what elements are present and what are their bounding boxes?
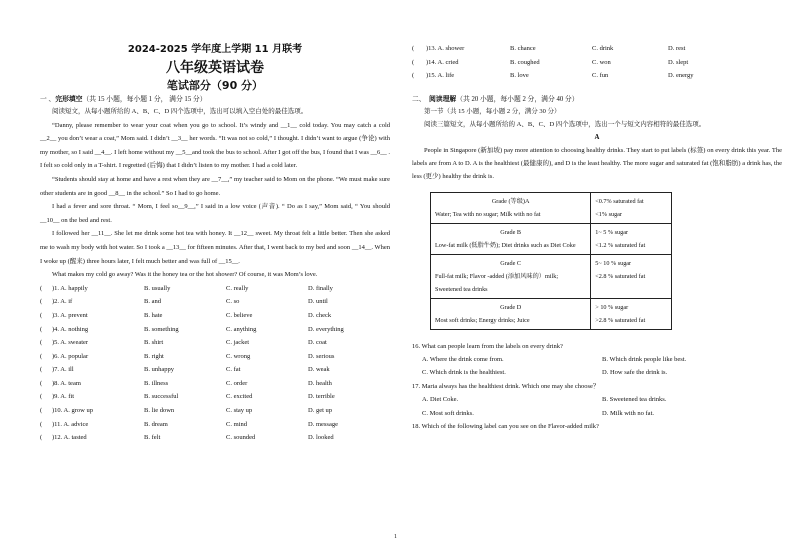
option-c: C. mind (226, 420, 247, 428)
option-b: B. and (144, 298, 161, 306)
option-d: D. everything (308, 325, 344, 333)
answer-paren: ( (412, 45, 415, 52)
option-a: )11. A. advice (52, 420, 89, 428)
option-d: D. looked (308, 434, 334, 442)
option-a: )15. A. life (426, 72, 455, 80)
grade-label: Grade B (500, 228, 522, 236)
answer-paren: ( (40, 366, 43, 374)
cloze-paragraph-3: I had a fever and sore throat. “ Mom, I feel so__9__,” I said in a low voice (声音). “ Do as I say,” Mom said, “ You should __10__ on the bed and rest. (40, 203, 390, 224)
option-d: D. serious (308, 352, 335, 360)
option-row (40, 350, 390, 364)
option-c: C. anything (226, 325, 257, 333)
answer-paren: ( (412, 58, 415, 66)
option-row (40, 431, 390, 445)
answer-paren: ( (40, 393, 43, 401)
option-c: C. fat (226, 366, 241, 374)
grade-cell (431, 254, 591, 298)
right-column (412, 42, 782, 433)
option-b: B. something (144, 325, 179, 333)
section1-title: 完形填空 (55, 95, 83, 103)
answer-paren: ( (40, 420, 43, 428)
option-c: C. excited (226, 393, 253, 401)
option-c: C. wrong (226, 352, 251, 360)
answer-paren: ( (40, 407, 43, 415)
option-b: B. unhappy (144, 366, 174, 374)
option-c: C. Most soft drinks. (422, 409, 474, 417)
grade-value: 5~ 10 % sugar (595, 259, 632, 267)
option-b: B. love (510, 72, 529, 80)
option-b: B. successful (144, 393, 179, 401)
option-d: D. coat (308, 339, 327, 347)
exam-title-year: 2024-2025 学年度上学期 11 月联考 (127, 44, 303, 55)
option-a: )9. A. fit (52, 393, 75, 401)
section2-number: 二、 (412, 95, 426, 103)
value-cell (591, 223, 672, 254)
option-c: C. so (226, 298, 240, 306)
cloze-options (40, 282, 390, 445)
option-c: C. stay up (226, 407, 253, 415)
option-row (40, 390, 390, 404)
section1-number: 一 、 (40, 96, 56, 103)
section2-subheading: 第一节（共 15 小题，每小题 2 分，满分 30 分） (424, 107, 561, 115)
option-d: D. weak (308, 366, 330, 374)
table-row (431, 223, 672, 254)
option-row (40, 418, 390, 432)
option-b: B. Which drink people like best. (602, 355, 687, 363)
grade-label: Grade C (500, 259, 522, 267)
section2-title: 阅读理解 (429, 94, 457, 103)
cloze-paragraph-4: I followed her __11__. She let me drink some hot tea with honey. It __12__ sweet. My throat felt a little better. Then she asked me to wash my body with hot water. So I took a __13__ for fifteen minutes. After that, I went back to my bed and soon __14__. When I woke up (醒来) three hours later, I felt much better and was full of __15__. (40, 230, 390, 265)
option-row (412, 56, 782, 70)
option-d: D. Milk with no fat. (602, 409, 654, 417)
grade-drinks: Low-fat milk (低脂牛奶); Diet drinks such as Diet Coke (435, 241, 576, 249)
table-row (431, 192, 672, 223)
option-b: B. Sweetened tea drinks. (602, 396, 667, 404)
option-a: )13. A. shower (426, 45, 465, 52)
answer-paren: ( (40, 434, 43, 442)
option-a: )8. A. team (52, 379, 81, 387)
cloze-paragraph-5: What makes my cold go away? Was it the honey tea or the hot shower? Of course, it was Mom’s love. (52, 271, 318, 279)
option-c: C. won (592, 58, 611, 66)
question-options (412, 393, 782, 406)
option-row (40, 323, 390, 337)
grade-drinks: Most soft drinks; Energy drinks; Juice (435, 316, 530, 324)
grade-drinks: Water; Tea with no sugar; Milk with no fat (435, 210, 541, 218)
option-a: )3. A. prevent (52, 311, 88, 319)
grade-label: Grade D (500, 303, 522, 311)
value-cell (591, 192, 672, 223)
grade-value: <1.2 % saturated fat (595, 241, 646, 249)
exam-subtitle: 笔试部分（90 分） (166, 79, 264, 92)
option-b: B. right (144, 352, 164, 360)
option-d: D. rest (668, 45, 686, 52)
section1-heading (40, 94, 390, 105)
option-d: D. health (308, 379, 332, 387)
question-options (412, 353, 782, 366)
option-b: B. dream (144, 420, 168, 428)
option-b: B. felt (144, 434, 161, 442)
grade-value: <1% sugar (595, 210, 622, 218)
option-d: D. message (308, 420, 338, 428)
option-row (40, 363, 390, 377)
grade-value: >2.8 % saturated fat (595, 316, 646, 324)
table-row (431, 298, 672, 329)
option-d: D. How safe the drink is. (602, 369, 668, 377)
option-row (40, 336, 390, 350)
grade-value: <0.7% saturated fat (595, 197, 644, 205)
page-number: 1 (394, 534, 397, 540)
left-column (40, 40, 390, 445)
option-row (40, 282, 390, 296)
grade-drinks: Full-fat milk; Flavor -added (添加风味的）milk; Sweetened tea drinks (435, 272, 559, 293)
option-a: )4. A. nothing (52, 325, 89, 333)
answer-paren: ( (40, 379, 43, 387)
grade-cell (431, 298, 591, 329)
section1-instructions: 阅读短文，从每小题所给的 A、B、C、D 四个选项中，选出可以填入空白处的最佳选项。 (52, 108, 308, 115)
grade-label: Grade (等级)A (491, 197, 530, 205)
value-cell (591, 298, 672, 329)
section2-instructions: 阅读三篇短文，从每小题所给的 A、B、C、D 四个选项中，选出一个与短文内容相符的最佳选项。 (424, 121, 706, 129)
passage-label: A (594, 133, 600, 141)
section2-score: （共 20 小题，每小题 2 分，满分 40 分） (456, 95, 579, 103)
drink-grades-table (430, 192, 672, 330)
option-a: )10. A. grow up (52, 407, 93, 415)
grade-cell (431, 223, 591, 254)
questions (412, 340, 782, 434)
question-options (412, 366, 782, 379)
option-row (412, 42, 782, 56)
option-c: C. sounded (226, 434, 256, 442)
option-a: )7. A. ill (52, 366, 74, 374)
option-d: D. finally (308, 284, 333, 292)
grade-cell (431, 192, 591, 223)
option-a: A. Where the drink come from. (422, 355, 504, 363)
option-a: )1. A. happily (52, 284, 88, 292)
option-b: B. coughed (510, 58, 540, 66)
option-c: C. drink (592, 45, 614, 52)
answer-paren: ( (40, 298, 43, 306)
option-row (40, 309, 390, 323)
answer-paren: ( (40, 311, 43, 319)
option-row (40, 404, 390, 418)
option-row (40, 377, 390, 391)
option-b: B. usually (144, 284, 171, 292)
option-b: B. chance (510, 45, 536, 52)
option-b: B. lie down (144, 407, 175, 415)
option-a: A. Diet Coke. (422, 396, 459, 404)
option-c: C. jacket (226, 339, 250, 347)
option-c: C. really (226, 284, 249, 292)
section2-heading (412, 94, 782, 105)
option-d: D. slept (668, 58, 689, 66)
option-d: D. energy (668, 72, 694, 80)
section1-score: （共 15 小题，每小题 1 分， 满分 15 分） (82, 96, 207, 103)
cloze-paragraph-1: “Danny, please remember to wear your coat when you go to school. It’s windy and __1__ cold today. You may catch a cold __2__ you don’t wear a coat,” Mom said. I didn’t __3__ her words. “It was not so cold,” I thought. I didn’t want to argue (争论) with my mother, so I said __4__. I left home without my __5__and took the bus to school. After I got off the bus, I found that I was __6__ . I felt so cold only in a T-shirt. I regretted (后悔) that I didn’t listen to my mother. I had a cold later. (40, 121, 390, 170)
option-b: B. hate (144, 311, 163, 319)
option-row (412, 69, 782, 83)
option-a: )2. A. if (52, 298, 73, 306)
reading-passage-a: People in Singapore (新加坡) pay more attention to choosing healthy drinks. They start to put labels (标签) on every drink this year. The labels are from A to D. A is the healthiest (最健康的), and D is the least healthy. The more sugar and saturated fat (饱和脂肪) a drink has, the less (更少) healthy the drink is. (412, 146, 782, 181)
answer-paren: ( (412, 72, 415, 80)
table-row (431, 254, 672, 298)
option-c: C. order (226, 379, 248, 387)
answer-paren: ( (40, 284, 43, 292)
answer-paren: ( (40, 339, 43, 347)
grade-value: <2.8 % saturated fat (595, 272, 646, 280)
option-d: D. terrible (308, 393, 335, 401)
question-options (412, 407, 782, 420)
option-a: )14. A. cried (426, 58, 459, 66)
grade-value: > 10 % sugar (595, 303, 629, 311)
option-c: C. Which drink is the healthiest. (422, 369, 506, 377)
cloze-paragraph-2: “Students should stay at home and have a rest when they are __7__,” my teacher said to Mom on the phone. “We must make sure other students are in good __8__ in the school.” So I had to go home. (40, 175, 390, 197)
option-a: )5. A. sweater (52, 339, 89, 347)
exam-title: 八年级英语试卷 (166, 60, 264, 76)
question-16: 16. What can people learn from the labels on every drink? (412, 342, 563, 350)
option-d: D. get up (308, 407, 333, 415)
option-a: )12. A. tasted (52, 434, 87, 442)
question-17: 17. Maria always has the healthiest drink. Which one may she choose？ (412, 382, 600, 390)
option-d: D. until (308, 298, 328, 306)
option-d: D. check (308, 311, 332, 319)
answer-paren: ( (40, 325, 43, 333)
question-18: 18. Which of the following label can you see on the Flavor-added milk? (412, 422, 599, 430)
value-cell (591, 254, 672, 298)
option-c: C. believe (226, 311, 253, 319)
option-b: B. shirt (144, 339, 164, 347)
option-row (40, 295, 390, 309)
option-a: )6. A. popular (52, 352, 89, 360)
option-b: B. illness (144, 379, 169, 387)
option-c: C. fun (592, 72, 609, 80)
grade-value: 1~ 5 % sugar (595, 228, 629, 236)
answer-paren: ( (40, 352, 43, 360)
